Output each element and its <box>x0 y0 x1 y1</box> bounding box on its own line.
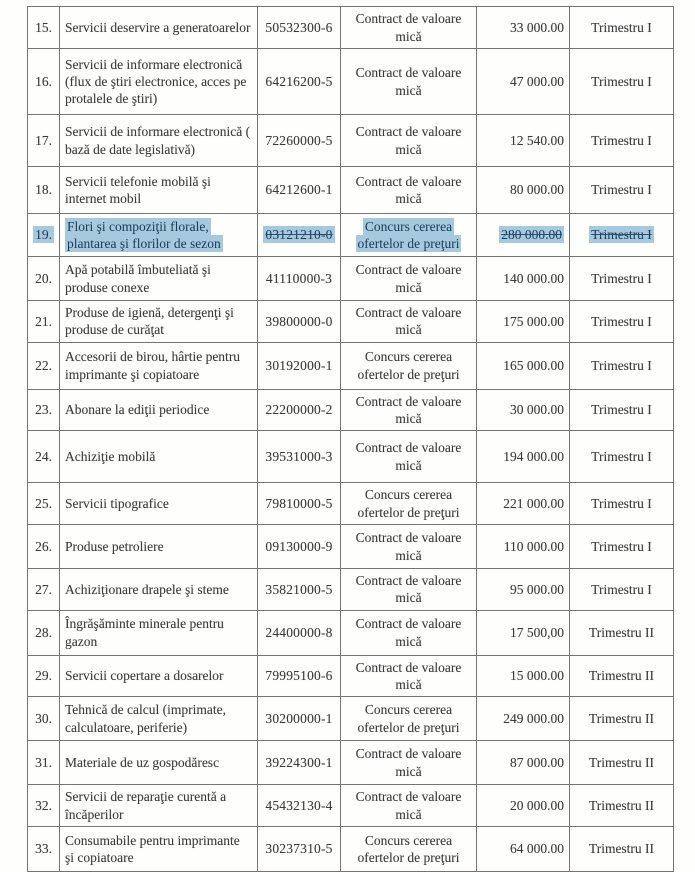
cpv-code-cell <box>258 49 341 115</box>
quarter-cell-text: Trimestru I <box>591 182 652 198</box>
table-row <box>28 301 674 343</box>
row-number-cell-text: 20. <box>35 270 52 286</box>
procedure-cell <box>341 431 477 483</box>
value-cell <box>477 569 570 611</box>
row-number-cell <box>28 697 60 741</box>
procedure-cell <box>341 342 477 389</box>
description-cell <box>60 569 258 611</box>
quarter-cell <box>570 610 674 655</box>
cpv-code-cell-text: 41110000-3 <box>265 270 333 286</box>
value-cell <box>477 827 570 872</box>
description-cell-text: Servicii copertare a dosarelor <box>65 668 224 684</box>
cpv-code-cell-text: 24400000-8 <box>265 624 333 640</box>
procedure-cell <box>341 257 477 301</box>
row-number-cell <box>28 525 60 569</box>
quarter-cell <box>570 7 674 49</box>
description-cell-text: Servicii deservire a generatoarelor <box>65 19 251 35</box>
procedure-cell <box>341 785 477 827</box>
quarter-cell-text: Trimestru II <box>588 668 655 684</box>
table-row <box>28 525 674 569</box>
value-cell <box>477 167 570 214</box>
cpv-code-cell-text: 22200000-2 <box>265 402 333 418</box>
description-cell-text: Servicii telefonie mobilă şi internet mobil <box>65 173 211 206</box>
quarter-cell-text: Trimestru I <box>591 227 652 243</box>
procedure-cell-text: Contract de valoare mică <box>355 124 462 157</box>
procedure-cell <box>341 7 477 49</box>
row-number-cell-text: 15. <box>35 19 52 35</box>
value-cell <box>477 49 570 115</box>
description-cell <box>60 167 258 214</box>
quarter-cell <box>570 257 674 301</box>
table-row <box>28 655 674 697</box>
procedure-cell-text: Contract de valoare mică <box>355 530 462 563</box>
row-number-cell <box>28 431 60 483</box>
cpv-code-cell-text: 50532300-6 <box>265 19 333 35</box>
procedure-cell-text: Contract de valoare mică <box>355 393 462 426</box>
row-number-cell <box>28 342 60 389</box>
quarter-cell <box>570 483 674 525</box>
procedure-cell <box>341 525 477 569</box>
value-cell <box>477 655 570 697</box>
quarter-cell <box>570 697 674 741</box>
cpv-code-cell <box>258 257 341 301</box>
row-number-cell-text: 24. <box>35 448 52 464</box>
cpv-code-cell-text: 30200000-1 <box>265 710 333 726</box>
procedure-cell-text: Concurs cererea ofertelor de preţuri <box>357 832 460 866</box>
value-cell <box>477 483 570 525</box>
row-number-cell <box>28 257 60 301</box>
quarter-cell-text: Trimestru I <box>591 270 652 286</box>
row-number-cell-text: 22. <box>35 357 52 373</box>
procedure-cell <box>341 115 477 167</box>
procurement-table <box>27 6 674 872</box>
value-cell <box>477 115 570 167</box>
value-cell-text: 12 540.00 <box>510 132 564 148</box>
procedure-cell-text: Contract de valoare mică <box>355 440 462 473</box>
row-number-cell <box>28 610 60 655</box>
value-cell-text: 17 500,00 <box>510 624 564 640</box>
description-cell <box>60 741 258 785</box>
quarter-cell <box>570 342 674 389</box>
description-cell-text: Servicii de informare electronică ( bază de date legislativă) <box>65 124 251 157</box>
table-row <box>28 389 674 431</box>
cpv-code-cell <box>258 389 341 431</box>
cpv-code-cell-text: 72260000-5 <box>265 132 333 148</box>
quarter-cell <box>570 569 674 611</box>
cpv-code-cell-text: 39224300-1 <box>265 754 333 770</box>
quarter-cell <box>570 431 674 483</box>
value-cell-text: 221 000.00 <box>503 495 564 511</box>
cpv-code-cell-text: 35821000-5 <box>265 581 333 597</box>
procedure-cell <box>341 483 477 525</box>
cpv-code-cell <box>258 827 341 872</box>
value-cell <box>477 257 570 301</box>
row-number-cell-text: 29. <box>35 668 52 684</box>
value-cell-text: 33 000.00 <box>510 19 564 35</box>
value-cell <box>477 7 570 49</box>
description-cell <box>60 697 258 741</box>
row-number-cell <box>28 167 60 214</box>
procurement-table-body <box>28 7 674 872</box>
quarter-cell-text: Trimestru II <box>588 624 655 640</box>
cpv-code-cell <box>258 431 341 483</box>
cpv-code-cell-text: 39800000-0 <box>265 313 333 329</box>
cpv-code-cell-text: 79995100-6 <box>265 668 333 684</box>
row-number-cell-text: 28. <box>35 624 52 640</box>
table-row <box>28 483 674 525</box>
table-row <box>28 610 674 655</box>
procedure-cell-text: Contract de valoare mică <box>355 11 462 44</box>
value-cell-text: 249 000.00 <box>503 710 564 726</box>
value-cell <box>477 610 570 655</box>
row-number-cell <box>28 827 60 872</box>
cpv-code-cell-text: 79810000-5 <box>265 495 333 511</box>
procedure-cell <box>341 741 477 785</box>
row-number-cell <box>28 785 60 827</box>
table-row <box>28 741 674 785</box>
procedure-cell-text: Contract de valoare mică <box>355 746 462 779</box>
cpv-code-cell <box>258 655 341 697</box>
row-number-cell-text: 23. <box>35 402 52 418</box>
value-cell <box>477 431 570 483</box>
row-number-cell-text: 19. <box>35 227 52 243</box>
description-cell <box>60 301 258 343</box>
description-cell <box>60 827 258 872</box>
row-number-cell-text: 27. <box>35 581 52 597</box>
quarter-cell <box>570 741 674 785</box>
table-row <box>28 342 674 389</box>
description-cell-text: Achiziţie mobilă <box>65 448 156 464</box>
procedure-cell-text: Contract de valoare mică <box>355 173 462 206</box>
row-number-cell <box>28 7 60 49</box>
description-cell-text: Tehnică de calcul (imprimate, calculatoare, periferie) <box>65 702 226 735</box>
value-cell <box>477 785 570 827</box>
procedure-cell <box>341 167 477 214</box>
row-number-cell-text: 26. <box>35 538 52 554</box>
value-cell-text: 194 000.00 <box>503 448 564 464</box>
quarter-cell-text: Trimestru I <box>591 402 652 418</box>
value-cell-text: 140 000.00 <box>503 270 564 286</box>
row-number-cell-text: 32. <box>35 797 52 813</box>
description-cell-text: Servicii de informare electronică (flux de ştiri electronice, acces pe protalele de ştiri) <box>65 56 247 107</box>
quarter-cell-text: Trimestru II <box>588 841 655 857</box>
cpv-code-cell-text: 30237310-5 <box>265 841 333 857</box>
procedure-cell <box>341 655 477 697</box>
value-cell-text: 165 000.00 <box>503 357 564 373</box>
description-cell <box>60 115 258 167</box>
cpv-code-cell <box>258 697 341 741</box>
cpv-code-cell <box>258 483 341 525</box>
cpv-code-cell <box>258 785 341 827</box>
value-cell-text: 30 000.00 <box>510 402 564 418</box>
description-cell-text: Servicii tipografice <box>65 495 169 511</box>
table-row <box>28 569 674 611</box>
procedure-cell-text: Concurs cererea ofertelor de preţuri <box>357 487 460 520</box>
row-number-cell-text: 30. <box>35 710 52 726</box>
row-number-cell-text: 16. <box>35 73 52 89</box>
procedure-cell-text: Contract de valoare mică <box>355 573 462 606</box>
procedure-cell-text: Contract de valoare mică <box>355 65 462 98</box>
row-number-cell <box>28 389 60 431</box>
procedure-cell-text: Contract de valoare mică <box>355 789 462 822</box>
table-row <box>28 827 674 872</box>
row-number-cell-text: 18. <box>35 182 52 198</box>
description-cell-text: Achiziţionare drapele şi steme <box>65 581 229 597</box>
quarter-cell <box>570 655 674 697</box>
row-number-cell <box>28 214 60 257</box>
table-row <box>28 167 674 214</box>
cpv-code-cell <box>258 301 341 343</box>
quarter-cell <box>570 389 674 431</box>
cpv-code-cell <box>258 7 341 49</box>
value-cell-text: 95 000.00 <box>510 581 564 597</box>
value-cell <box>477 389 570 431</box>
description-cell-text: Îngrăşăminte minerale pentru gazon <box>65 616 224 649</box>
procedure-cell <box>341 389 477 431</box>
quarter-cell-text: Trimestru I <box>591 448 652 464</box>
value-cell <box>477 342 570 389</box>
value-cell-text: 280 000.00 <box>501 227 562 243</box>
quarter-cell-text: Trimestru I <box>591 581 652 597</box>
value-cell <box>477 741 570 785</box>
value-cell-text: 110 000.00 <box>503 538 564 554</box>
procedure-cell <box>341 49 477 115</box>
description-cell <box>60 389 258 431</box>
row-number-cell-text: 21. <box>35 313 52 329</box>
value-cell <box>477 525 570 569</box>
description-cell-text: Flori şi compoziţii florale, plantarea şi florilor de sezon <box>67 218 221 251</box>
quarter-cell <box>570 115 674 167</box>
row-number-cell <box>28 483 60 525</box>
quarter-cell-text: Trimestru I <box>591 19 652 35</box>
quarter-cell <box>570 167 674 214</box>
procedure-cell <box>341 569 477 611</box>
description-cell-text: Materiale de uz gospodăresc <box>65 754 220 770</box>
table-row <box>28 431 674 483</box>
quarter-cell <box>570 301 674 343</box>
description-cell <box>60 655 258 697</box>
cpv-code-cell <box>258 167 341 214</box>
cpv-code-cell <box>258 214 341 257</box>
cpv-code-cell <box>258 115 341 167</box>
cpv-code-cell-text: 64212600-1 <box>265 182 333 198</box>
description-cell <box>60 483 258 525</box>
table-row <box>28 697 674 741</box>
description-cell-text: Abonare la ediţii periodice <box>65 402 210 418</box>
value-cell-text: 47 000.00 <box>510 73 564 89</box>
procedure-cell <box>341 610 477 655</box>
procedure-cell <box>341 827 477 872</box>
procedure-cell-text: Contract de valoare mică <box>355 659 462 692</box>
quarter-cell <box>570 214 674 257</box>
cpv-code-cell-text: 03121210-0 <box>265 227 333 243</box>
value-cell-text: 15 000.00 <box>510 668 564 684</box>
procedure-cell <box>341 301 477 343</box>
value-cell <box>477 214 570 257</box>
quarter-cell-text: Trimestru I <box>591 132 652 148</box>
description-cell <box>60 49 258 115</box>
procedure-cell <box>341 214 477 257</box>
cpv-code-cell <box>258 610 341 655</box>
value-cell-text: 87 000.00 <box>510 754 564 770</box>
table-row <box>28 214 674 257</box>
quarter-cell-text: Trimestru II <box>588 710 655 726</box>
row-number-cell <box>28 49 60 115</box>
description-cell <box>60 7 258 49</box>
description-cell-text: Accesorii de birou, hârtie pentru imprimante şi copiatoare <box>65 349 241 382</box>
procedure-cell-text: Concurs cererea ofertelor de preţuri <box>357 702 460 735</box>
description-cell-text: Produse de igienă, detergenţi şi produse de curăţat <box>65 305 234 338</box>
row-number-cell <box>28 655 60 697</box>
value-cell <box>477 697 570 741</box>
cpv-code-cell <box>258 569 341 611</box>
cpv-code-cell <box>258 525 341 569</box>
row-number-cell <box>28 301 60 343</box>
table-row <box>28 115 674 167</box>
table-row <box>28 49 674 115</box>
quarter-cell <box>570 785 674 827</box>
cpv-code-cell-text: 64216200-5 <box>265 73 333 89</box>
procedure-cell-text: Concurs cererea ofertelor de preţuri <box>357 218 460 251</box>
procedure-cell-text: Contract de valoare mică <box>355 262 462 295</box>
value-cell-text: 20 000.00 <box>510 797 564 813</box>
cpv-code-cell <box>258 741 341 785</box>
description-cell-text: Produse petroliere <box>65 538 164 554</box>
description-cell-text: Apă potabilă îmbuteliată şi produse conexe <box>65 262 211 295</box>
quarter-cell-text: Trimestru I <box>591 357 652 373</box>
row-number-cell-text: 25. <box>35 495 52 511</box>
quarter-cell-text: Trimestru I <box>591 495 652 511</box>
description-cell <box>60 257 258 301</box>
procedure-cell <box>341 697 477 741</box>
row-number-cell <box>28 115 60 167</box>
quarter-cell-text: Trimestru II <box>588 754 655 770</box>
procedure-cell-text: Contract de valoare mică <box>355 616 462 649</box>
row-number-cell <box>28 741 60 785</box>
cpv-code-cell <box>258 342 341 389</box>
row-number-cell-text: 31. <box>35 754 52 770</box>
description-cell <box>60 525 258 569</box>
description-cell-text: Servicii de reparaţie curentă a încăperilor <box>65 789 227 822</box>
quarter-cell <box>570 49 674 115</box>
description-cell <box>60 785 258 827</box>
value-cell-text: 80 000.00 <box>510 182 564 198</box>
procedure-cell-text: Contract de valoare mică <box>355 305 462 338</box>
quarter-cell-text: Trimestru II <box>588 797 655 813</box>
cpv-code-cell-text: 39531000-3 <box>265 448 333 464</box>
value-cell-text: 175 000.00 <box>503 313 564 329</box>
quarter-cell-text: Trimestru I <box>591 538 652 554</box>
description-cell <box>60 610 258 655</box>
row-number-cell-text: 33. <box>35 841 52 857</box>
cpv-code-cell-text: 09130000-9 <box>265 538 333 554</box>
description-cell <box>60 214 258 257</box>
quarter-cell-text: Trimestru I <box>591 313 652 329</box>
description-cell <box>60 342 258 389</box>
table-row <box>28 7 674 49</box>
cpv-code-cell-text: 30192000-1 <box>265 357 333 373</box>
quarter-cell-text: Trimestru I <box>591 73 652 89</box>
description-cell-text: Consumabile pentru imprimante şi copiatoare <box>65 832 240 866</box>
row-number-cell-text: 17. <box>35 132 52 148</box>
value-cell <box>477 301 570 343</box>
table-row <box>28 785 674 827</box>
quarter-cell <box>570 827 674 872</box>
cpv-code-cell-text: 45432130-4 <box>265 797 333 813</box>
table-row <box>28 257 674 301</box>
row-number-cell <box>28 569 60 611</box>
quarter-cell <box>570 525 674 569</box>
procedure-cell-text: Concurs cererea ofertelor de preţuri <box>357 349 460 382</box>
description-cell <box>60 431 258 483</box>
value-cell-text: 64 000.00 <box>510 841 564 857</box>
